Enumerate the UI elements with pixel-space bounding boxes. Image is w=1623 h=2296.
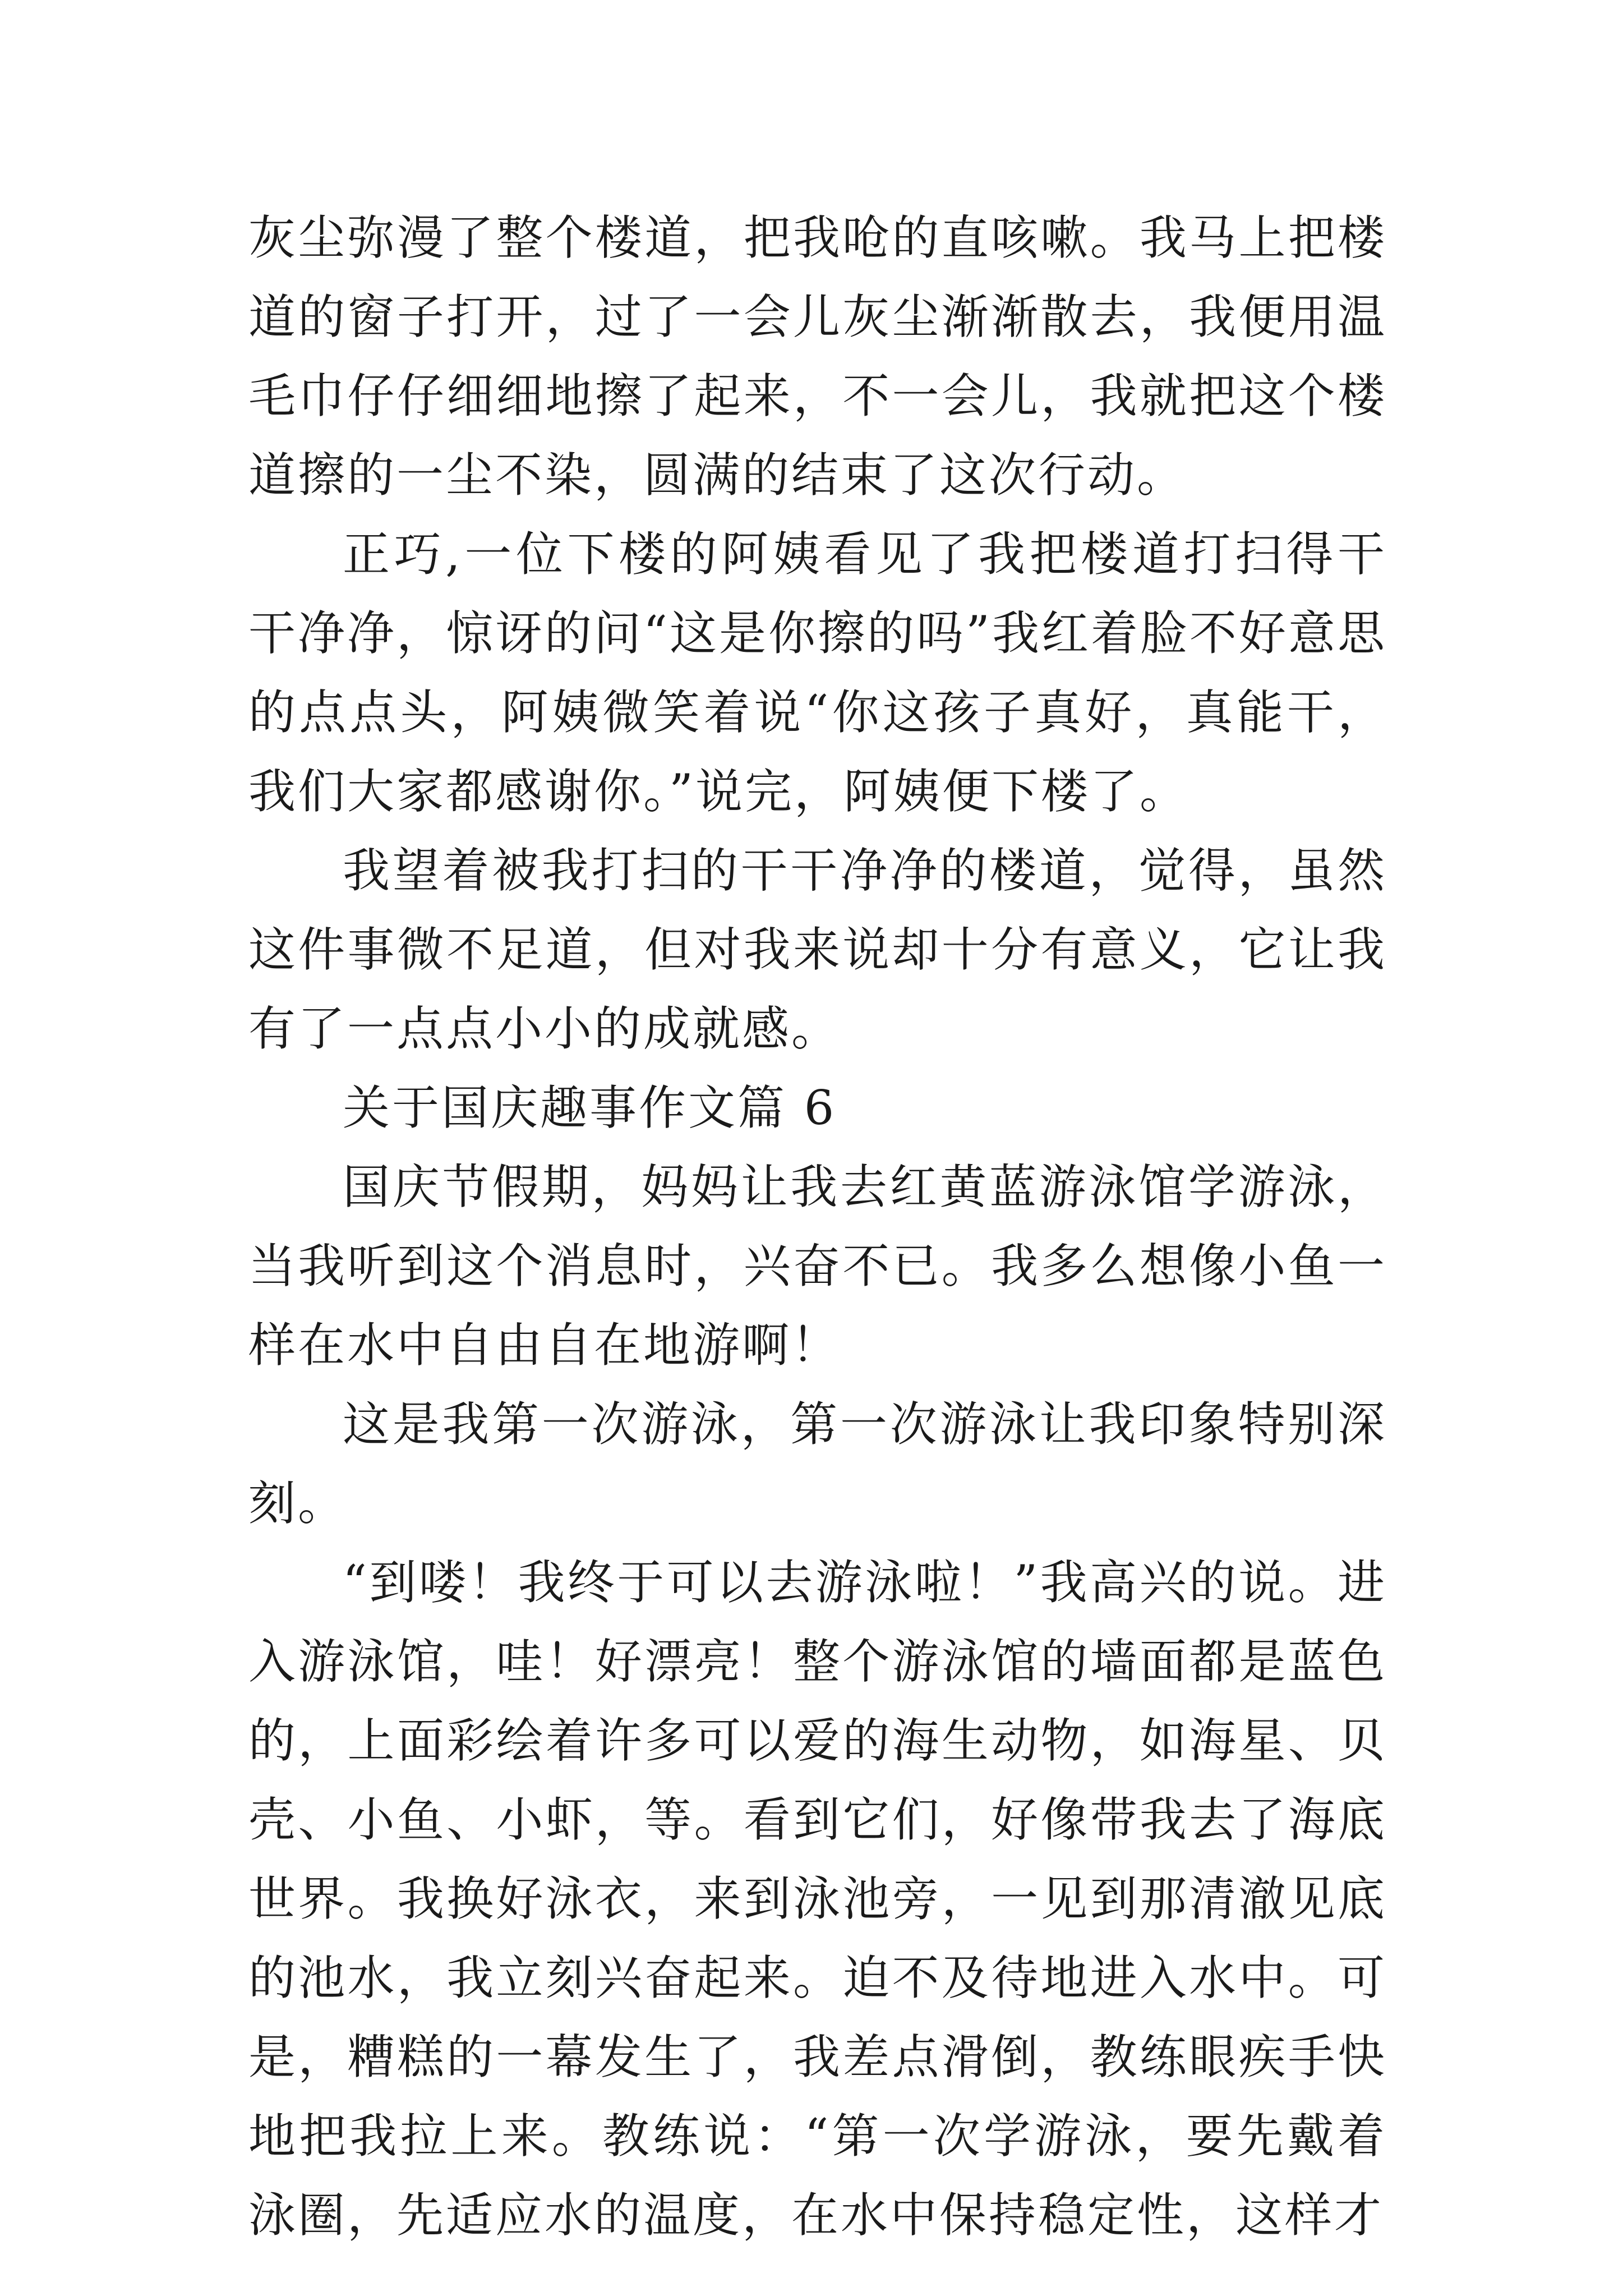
paragraph-3: 我望着被我打扫的干干净净的楼道，觉得，虽然这件事微不足道，但对我来说却十分有意义，它让我有了一点点小小的成就感。 (248, 843, 1387, 1056)
paragraph-6: “到喽！我终于可以去游泳啦！”我高兴的说。进入游泳馆，哇！好漂亮！整个游泳馆的墙面都是蓝色的，上面彩绘着许多可以爱的海生动物，如海星、贝壳、小鱼、小虾，等。看到它们，好像带我去了海底世界。我换好泳衣，来到泳池旁，一见到那清澈见底的池水，我立刻兴奋起来。迫不及待地进入水中。可是，糟糕的一幕发生了，我差点滑倒，教练眼疾手快地把我拉上来。教练说：“第一次学游泳，要先戴着泳圈，先适应水的温度，在水中保持稳定性，这样才 (248, 1555, 1387, 2243)
paragraph-4: 国庆节假期，妈妈让我去红黄蓝游泳馆学游泳，当我听到这个消息时，兴奋不已。我多么想像小鱼一样在水中自由自在地游啊！ (248, 1159, 1387, 1373)
document-body (248, 199, 1387, 2255)
paragraph-5: 这是我第一次游泳，第一次游泳让我印象特别深刻。 (248, 1397, 1387, 1531)
paragraph-2: 正巧,一位下楼的阿姨看见了我把楼道打扫得干干净净，惊讶的问“这是你擦的吗”我红着脸不好意思的点点头，阿姨微笑着说“你这孩子真好，真能干，我们大家都感谢你。”说完，阿姨便下楼了。 (248, 527, 1387, 819)
section-heading: 关于国庆趣事作文篇 6 (343, 1080, 837, 1135)
paragraph-1: 灰尘弥漫了整个楼道，把我呛的直咳嗽。我马上把楼道的窗子打开，过了一会儿灰尘渐渐散去，我便用温毛巾仔仔细细地擦了起来，不一会儿，我就把这个楼道擦的一尘不染，圆满的结束了这次行动。 (248, 210, 1387, 503)
